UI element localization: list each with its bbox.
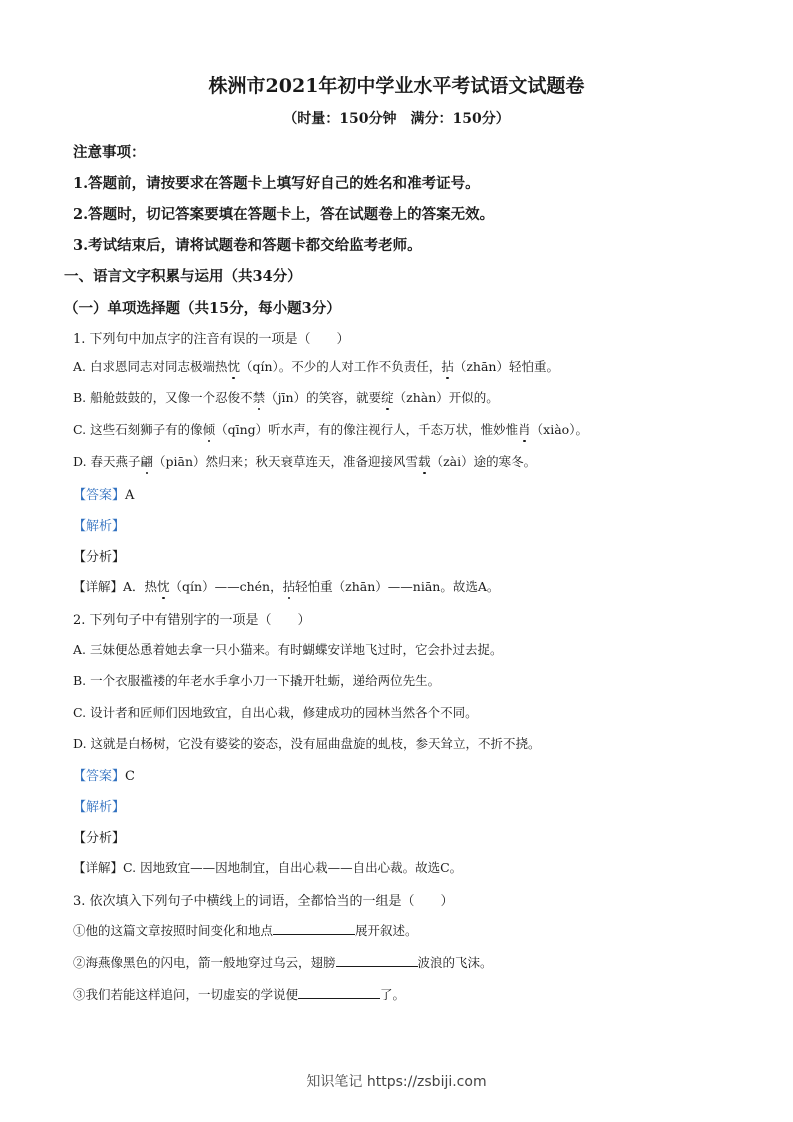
- analysis-tag: 【解析】: [73, 519, 126, 534]
- subsection-heading: （一）单项选择题（共15分，每小题3分）: [64, 300, 341, 317]
- question-3-sentence-1: ①他的这篇文章按照时间变化和地点 展开叙述。: [73, 923, 418, 938]
- notice-item: 3.考试结束后，请将试题卷和答题卡都交给监考老师。: [73, 237, 422, 254]
- question-2-option-d: D. 这就是白杨树，它没有婆娑的姿态，没有屈曲盘旋的虬枝，参天耸立，不折不挠。: [73, 736, 541, 751]
- section-heading: 一、语言文字积累与运用（共34分）: [64, 268, 302, 285]
- fenxi-tag: 【分析】: [73, 550, 126, 565]
- notice-heading: 注意事项：: [73, 144, 146, 161]
- answer-value: A: [125, 488, 135, 503]
- question-2-option-b: B. 一个衣服褴褛的年老水手拿小刀一下撬开牡蛎，递给两位先生。: [73, 673, 441, 688]
- question-3-sentence-3: ③我们若能这样追问，一切虚妄的学说便 了。: [73, 987, 406, 1002]
- question-1-detail: 【详解】A．热忱（qín）——chén，拈轻怕重（zhān）——niān。故选A。: [73, 579, 500, 594]
- exam-info: （时量：150分钟 满分：150分）: [283, 111, 510, 127]
- fenxi-tag: 【分析】: [73, 831, 126, 846]
- answer-tag: 【答案】: [73, 488, 126, 503]
- question-3-sentence-2: ②海燕像黑色的闪电，箭一般地穿过乌云，翅膀 波浪的飞沫。: [73, 955, 493, 970]
- question-2-stem: 2. 下列句子中有错别字的一项是（ ）: [73, 613, 311, 628]
- question-2-option-a: A. 三妹便怂恿着她去拿一只小猫来。有时蝴蝶安详地飞过时，它会扑过去捉。: [73, 642, 503, 657]
- answer-row: [73, 484, 134, 503]
- footer-watermark: 知识笔记 https://zsbiji.com: [306, 1074, 487, 1090]
- fill-blank: [273, 923, 355, 935]
- page-title: 株洲市2021年初中学业水平考试语文试题卷: [208, 75, 585, 97]
- question-3-stem: 3. 依次填入下列句子中横线上的词语，全都恰当的一组是（ ）: [73, 894, 454, 909]
- question-1-option-b: B. 船舱鼓鼓的，又像一个忍俊不禁（jīn）的笑容，就要绽（zhàn）开似的。: [73, 390, 499, 405]
- answer-value: C: [125, 769, 135, 784]
- question-2-detail: 【详解】C. 因地致宜——因地制宜，自出心栽——自出心裁。故选C。: [73, 860, 463, 875]
- question-1-option-a: A. 白求恩同志对同志极端热忱（qín）。不少的人对工作不负责任，拈（zhān）轻怕重。: [73, 359, 559, 374]
- answer-tag: 【答案】: [73, 769, 126, 784]
- answer-row: [73, 765, 135, 784]
- fill-blank: [336, 955, 418, 967]
- question-1-option-d: D. 春天燕子翩（piān）然归来；秋天衰草连天，准备迎接风雪载（zài）途的寒冬。: [73, 454, 537, 469]
- notice-item: 2.答题时，切记答案要填在答题卡上，答在试题卷上的答案无效。: [73, 206, 495, 223]
- question-2-option-c: C. 设计者和匠师们因地致宜，自出心栽，修建成功的园林当然各个不同。: [73, 705, 478, 720]
- question-1-stem: 1. 下列句中加点字的注音有误的一项是（ ）: [73, 332, 350, 347]
- notice-item: 1.答题前，请按要求在答题卡上填写好自己的姓名和准考证号。: [73, 175, 480, 192]
- question-1-option-c: C. 这些石刻狮子有的像倾（qīng）听水声，有的像注视行人，千态万状，惟妙惟肖（xiào）。: [73, 422, 588, 437]
- fill-blank: [298, 987, 380, 999]
- analysis-tag: 【解析】: [73, 800, 126, 815]
